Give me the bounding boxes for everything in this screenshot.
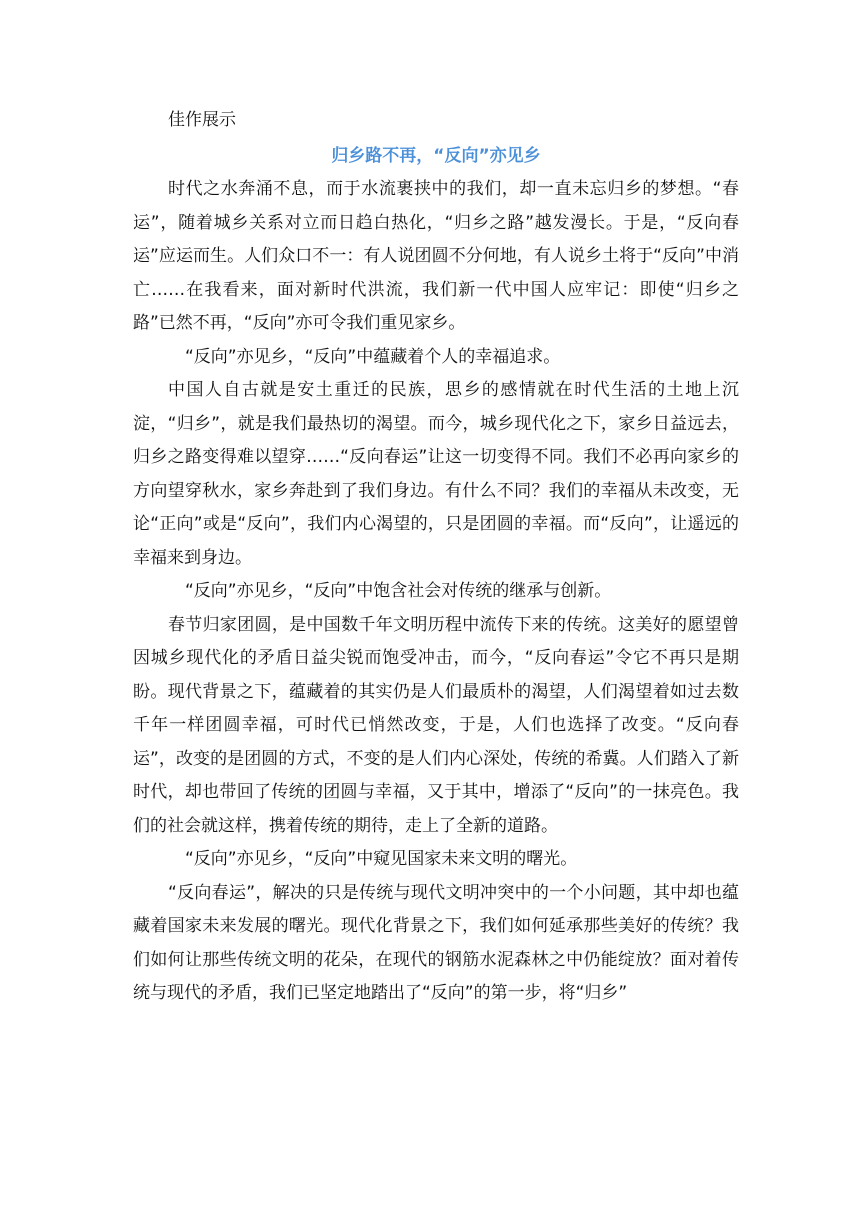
paragraph: 时代之水奔涌不息，而于水流裹挟中的我们，却一直未忘归乡的梦想。“春运”，随着城乡关系对立而日趋白热化，“归乡之路”越发漫长。于是，“反向春运”应运而生。人们众口不一：有人说团圆不分何地，有人说乡土将于“反向”中消亡……在我看来，面对新时代洪流，我们新一代中国人应牢记：即使“归乡之路”已然不再，“反向”亦可令我们重见家乡。 bbox=[133, 179, 739, 333]
section-label: 佳作展示 bbox=[168, 110, 236, 130]
paragraph: 春节归家团圆，是中国数千年文明历程中流传下来的传统。这美好的愿望曾因城乡现代化的矛盾日益尖锐而饱受冲击，而今，“反向春运”令它不再只是期盼。现代背景之下，蕴藏着的其实仍是人们最质朴的渴望，人们渴望着如过去数千年一样团圆幸福，可时代已悄然改变，于是，人们也选择了改变。“反向春运”，改变的是团圆的方式，不变的是人们内心深处，传统的希冀。人们踏入了新时代，却也带回了传统的团圆与幸福，又于其中，增添了“反向”的一抹亮色。我们的社会就这样，携着传统的期待，走上了全新的道路。 bbox=[133, 614, 739, 836]
document-body bbox=[133, 103, 739, 1011]
paragraph: “反向春运”，解决的只是传统与现代文明冲突中的一个小问题，其中却也蕴藏着国家未来发展的曙光。现代化背景之下，我们如何延承那些美好的传统？我们如何让那些传统文明的花朵，在现代的钢筋水泥森林之中仍能绽放？面对着传统与现代的矛盾，我们已坚定地踏出了“反向”的第一步，将“归乡” bbox=[133, 882, 739, 1003]
essay-title: 归乡路不再，“反向”亦见乡 bbox=[331, 146, 541, 166]
subheading: “反向”亦见乡，“反向”中饱含社会对传统的继承与创新。 bbox=[185, 581, 612, 601]
subheading: “反向”亦见乡，“反向”中窥见国家未来文明的曙光。 bbox=[185, 849, 578, 869]
paragraph: 中国人自古就是安土重迁的民族，思乡的感情就在时代生活的土地上沉淀，“归乡”，就是我们最热切的渴望。而今，城乡现代化之下，家乡日益远去，归乡之路变得难以望穿……“反向春运”让这一切变得不同。我们不必再向家乡的方向望穿秋水，家乡奔赴到了我们身边。有什么不同？我们的幸福从未改变，无论“正向”或是“反向”，我们内心渴望的，只是团圆的幸福。而“反向”，让遥远的幸福来到身边。 bbox=[133, 380, 739, 568]
subheading: “反向”亦见乡，“反向”中蕴藏着个人的幸福追求。 bbox=[185, 346, 561, 367]
